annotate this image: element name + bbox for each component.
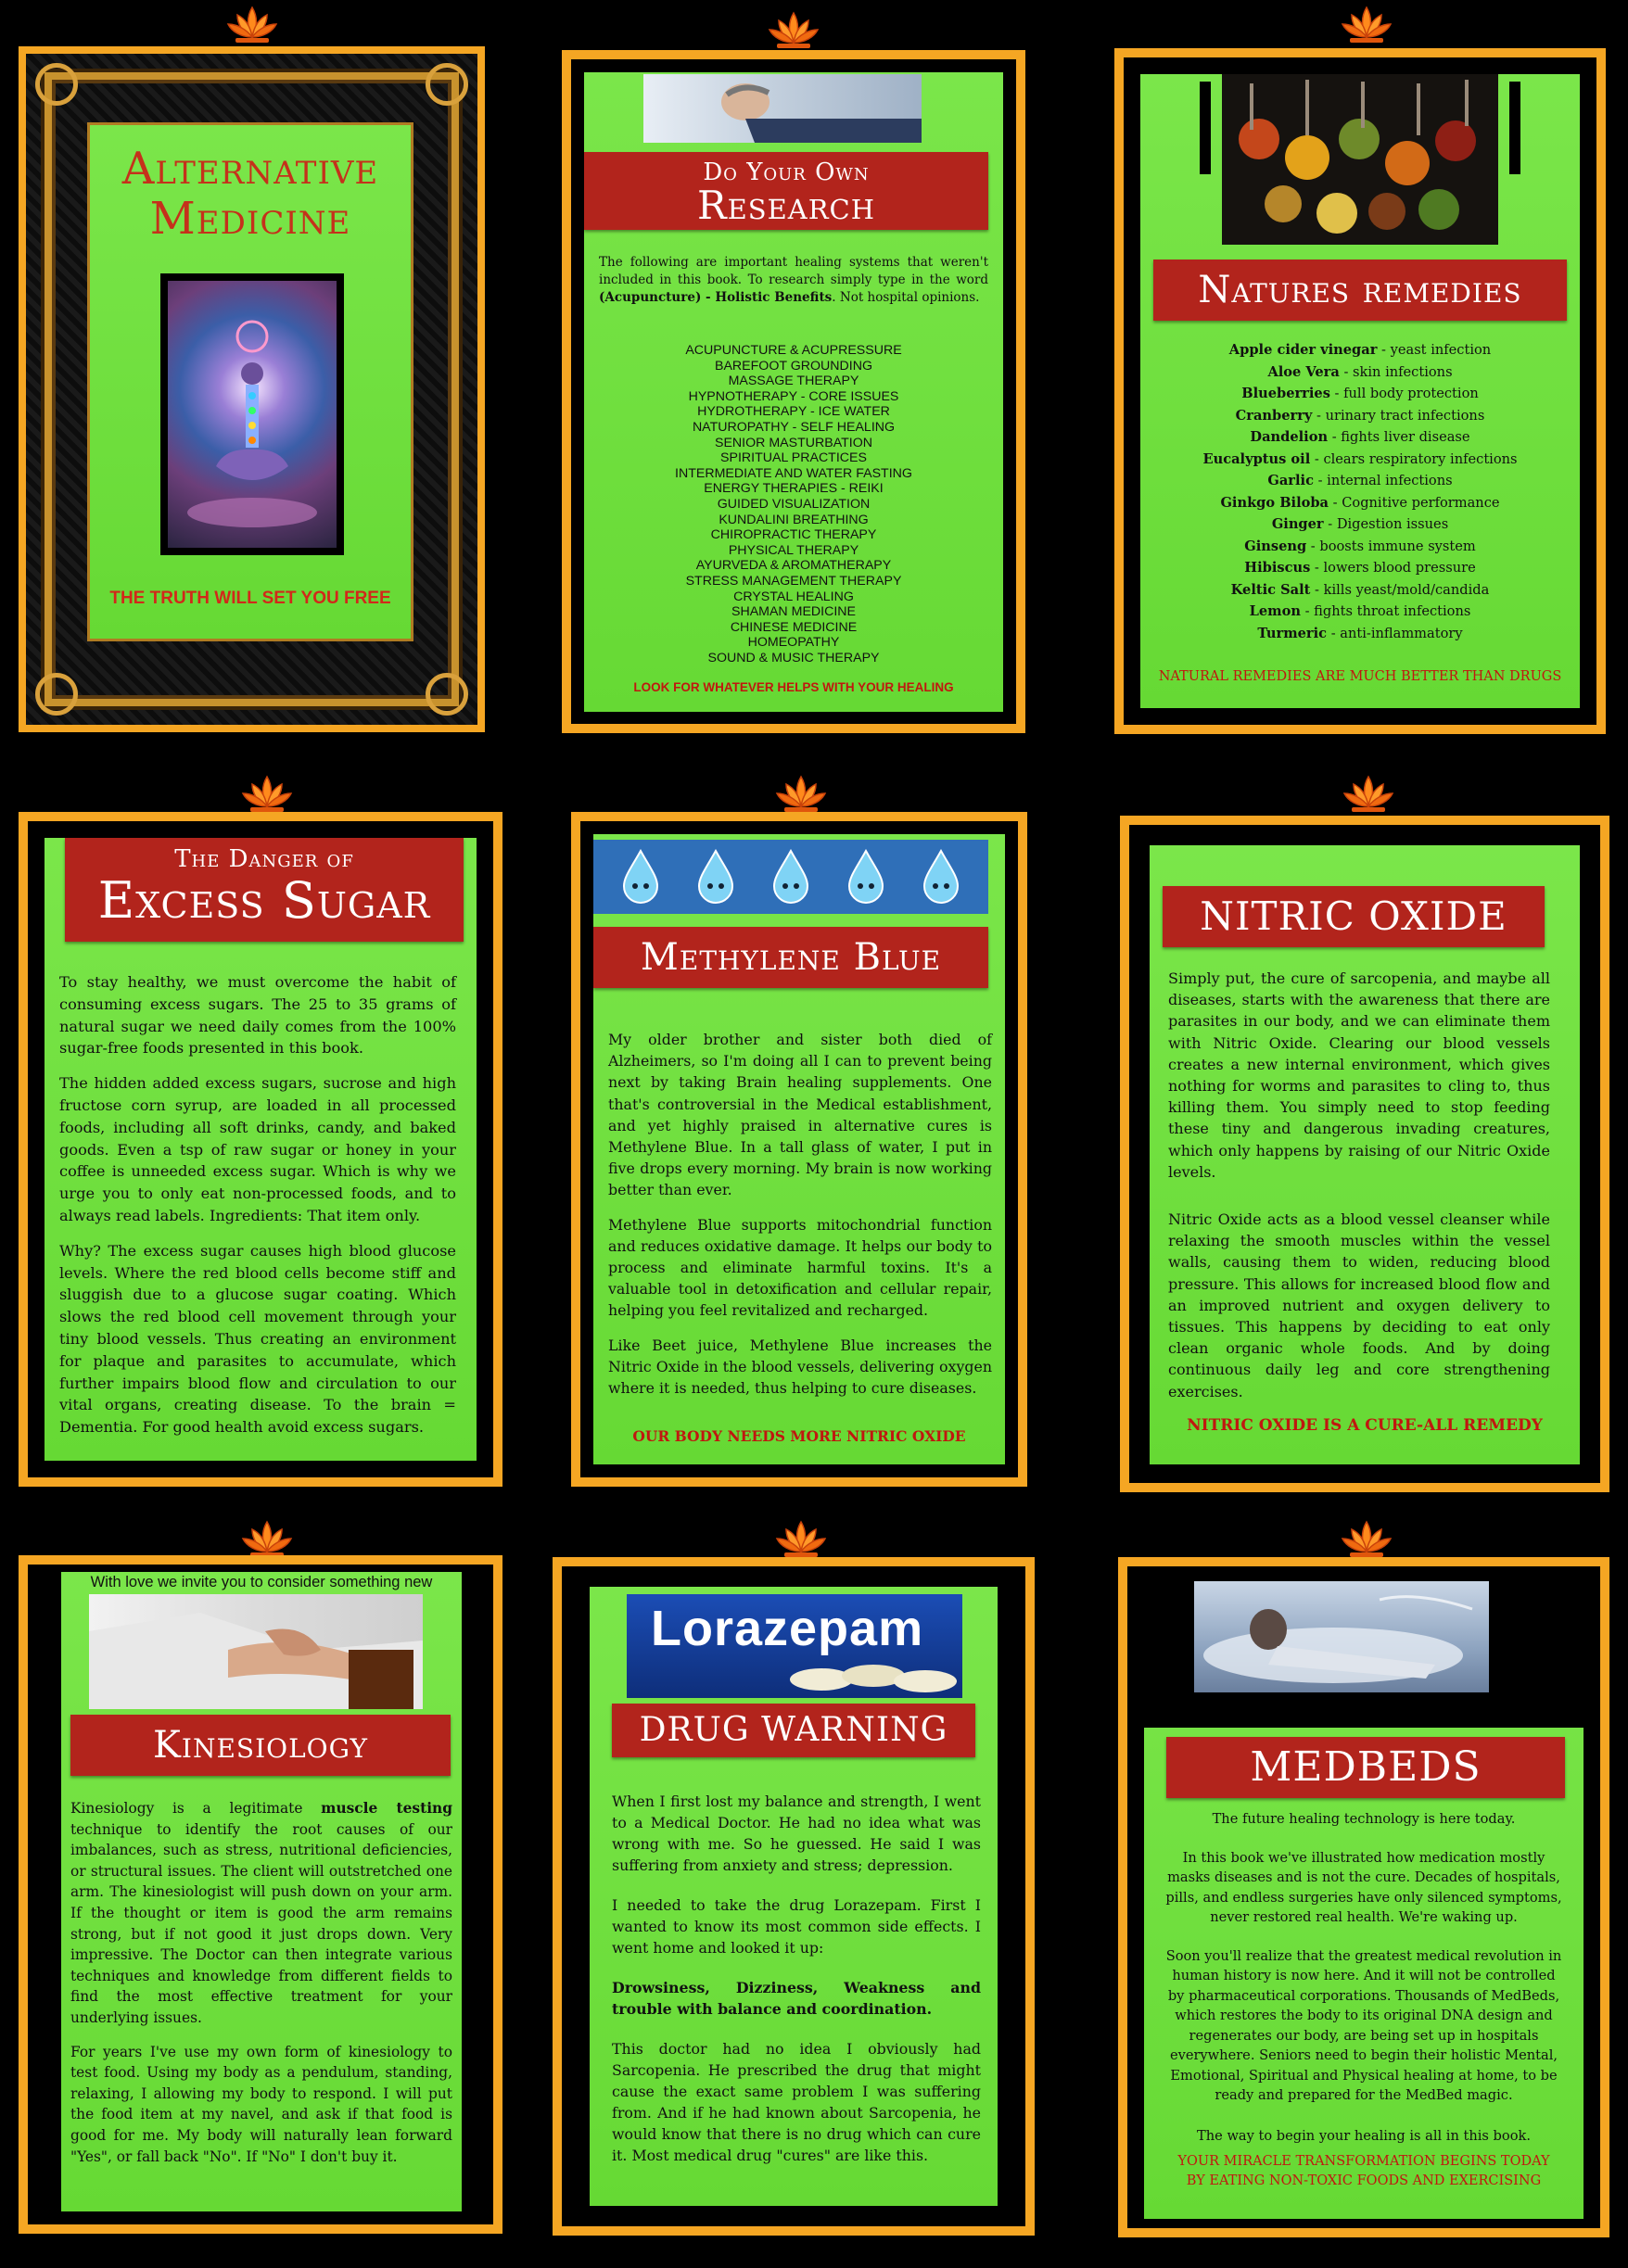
- list-item: HYDROTHERAPY - ICE WATER: [697, 404, 890, 420]
- paragraph: The hidden added excess sugars, sucrose and high fructose corn syrup, are loaded in all processed foods, including all soft drinks, candy, and baked goods. Even a tsp of raw sugar or honey in your coffee is unneeded excess sugar. Which is why we urge you to only eat non-processed foods, and to always read labels. Ingredients: That item only.: [59, 1074, 456, 1224]
- list-item: KUNDALINI BREATHING: [719, 512, 869, 527]
- list-item: CHINESE MEDICINE: [730, 619, 858, 635]
- water-drop-icon: [618, 849, 663, 905]
- list-item: MASSAGE THERAPY: [728, 374, 859, 389]
- spices-image: [1222, 74, 1498, 245]
- banner-title: Methylene Blue: [593, 927, 988, 988]
- paragraph: Soon you'll realize that the greatest medical revolution in human history is now here. And it will not be controlled by pharmaceutical corporations. Thousands of MedBeds, which restores the body to its original DNA design and regenerates our body, are being set up in hospitals everywhere. Seniors need to begin their holistic Mental, Emotional, Spiritual and Physical healing at home, to be ready and prepared for the MedBed magic.: [1165, 1947, 1562, 2103]
- paragraph: Kinesiology is a legitimate muscle testing technique to identify the root causes of our imbalances, such as stress, nutritional deficiencies, or structural issues. The client will outstretched one arm. The kinesiologist will push down on your arm. If the thought or item is good the arm remains strong, but if not good it just drops down. Very impressive. The Doctor can then integrate various techniques and knowledge from different fields to find the most effective treatment for your underlying issues.: [70, 1800, 452, 2026]
- medbed-image: [1194, 1581, 1489, 1692]
- ornament-icon: [426, 63, 468, 106]
- ornament-icon: [35, 63, 78, 106]
- card-frame: [1120, 816, 1609, 1492]
- list-item: HOMEOPATHY: [747, 635, 840, 651]
- card-frame: [1118, 1557, 1609, 2237]
- card-body: [59, 971, 456, 1451]
- ornament-icon: [426, 673, 468, 716]
- remedy-item: Blueberries - full body protection: [1241, 386, 1479, 401]
- card-tagline: NITRIC OXIDE IS A CURE-ALL REMEDY: [1187, 1416, 1543, 1435]
- cover-title: [90, 144, 411, 244]
- list-item: CHIROPRACTIC THERAPY: [710, 527, 877, 543]
- remedy-item: Eucalyptus oil - clears respiratory infections: [1202, 450, 1518, 467]
- card-frame: [19, 812, 502, 1487]
- banner-subtitle: The Danger of: [174, 845, 354, 873]
- tagline-line: BY EATING NON-TOXIC FOODS AND EXERCISING: [1186, 2173, 1542, 2188]
- list-item: GUIDED VISUALIZATION: [717, 496, 871, 512]
- paragraph: When I first lost my balance and strength, I went to a Medical Doctor. He had no idea what was wrong with me. So he guessed. He said I was suffering from anxiety and stress; depression.: [612, 1793, 981, 1874]
- lorazepam-image: [627, 1594, 962, 1698]
- banner: [584, 152, 988, 230]
- paragraph: This doctor had no idea I obviously had Sarcopenia. He prescribed the drug that might cause the exact same problem I was suffering from. And if he had known about Sarcopenia, he would know that there is no drug which can cure it. Most medical drug "cures" are like this.: [612, 2040, 981, 2164]
- paragraph: Why? The excess sugar causes high blood glucose levels. Where the red blood cells become stiff and sluggish due to a glucose sugar coating. Which slows the red blood cell movement through your tiny blood vessels. Thus creating an environment for plaque and parasites to accumulate, which further impairs blood flow and circulation to our vital organs, creating disease. To the brain = Dementia. For good health avoid excess sugars.: [59, 1241, 456, 1437]
- remedy-item: Lemon - fights throat infections: [1249, 603, 1471, 619]
- card-frame: [571, 812, 1027, 1487]
- decorative-bar: [1509, 82, 1520, 174]
- meditation-image: [160, 273, 344, 555]
- list-item: PHYSICAL THERAPY: [728, 542, 859, 558]
- banner-title: NITRIC OXIDE: [1163, 886, 1545, 947]
- card-tagline: NATURAL REMEDIES ARE MUCH BETTER THAN DRUGS: [1158, 669, 1562, 684]
- list-item: STRESS MANAGEMENT THERAPY: [685, 573, 902, 589]
- remedy-item: Aloe Vera - skin infections: [1267, 363, 1453, 380]
- water-drop-icon: [919, 849, 963, 905]
- patient-image: [643, 74, 922, 143]
- paragraph: My older brother and sister both died of Alzheimers, so I'm doing all I can to prevent being next by taking Brain healing supplements. One that's controversial in the Medical establishment, and yet highly praised in alternative cures is Methylene Blue. In a tall glass of water, I put in five drops every morning. My brain is now working better than ever.: [608, 1031, 992, 1199]
- paragraph: Methylene Blue supports mitochondrial function and reduces oxidative damage. It helps our body to process and eliminate harmful toxins. It's a valuable tool in detoxification and cellular repair, helping you feel revitalized and recharged.: [608, 1215, 992, 1320]
- card-frame: [19, 1555, 502, 2234]
- paragraph: For years I've use my own form of kinesiology to test food. Using my body as a pendulum, standing, relaxing, I allowing my body to respond. I will put the food item at my navel, and ask if that food is good for me. My body will naturally lean forward "Yes", or fall back "No". If "No" I don't buy it.: [70, 2043, 452, 2165]
- cover-tagline: THE TRUTH WILL SET YOU FREE: [109, 589, 391, 608]
- lotus-icon: [226, 6, 278, 44]
- card-panel: [1144, 1579, 1583, 2219]
- card-body: [608, 1029, 992, 1412]
- therapy-list: [584, 343, 1003, 665]
- card-body: [612, 1791, 981, 2179]
- banner-title: Kinesiology: [70, 1715, 451, 1776]
- banner-title: Natures remedies: [1153, 260, 1567, 321]
- remedy-item: Hibiscus - lowers blood pressure: [1244, 560, 1476, 576]
- lotus-icon: [241, 775, 293, 814]
- water-drop-icon: [769, 849, 813, 905]
- decorative-bar: [1200, 82, 1211, 174]
- banner: [65, 838, 464, 942]
- paragraph: I needed to take the drug Lorazepam. First I wanted to know its most common side effects. I went home and looked it up:: [612, 1896, 981, 1957]
- cover-title-line1: Alternative: [121, 143, 379, 195]
- card-frame: [1114, 48, 1606, 734]
- intro-end: . Not hospital opinions.: [832, 290, 980, 305]
- banner-title: DRUG WARNING: [612, 1704, 975, 1757]
- remedy-item: Apple cider vinegar - yeast infection: [1228, 342, 1492, 358]
- remedy-item: Cranberry - urinary tract infections: [1235, 407, 1485, 424]
- card-tagline: LOOK FOR WHATEVER HELPS WITH YOUR HEALING: [633, 680, 954, 694]
- paragraph: Simply put, the cure of sarcopenia, and maybe all diseases, starts with the awareness that there are parasites in our body, and we can eliminate them with Nitric Oxide. Clearing our blood vessels creates a new internal environment, which gives nothing for worms and parasites to cling to, thus killing them. You simply need to stop feeding these tiny and dangerous invading creatures, which only happens by raising of our Nitric Oxide levels.: [1168, 969, 1550, 1181]
- tagline-line: YOUR MIRACLE TRANSFORMATION BEGINS TODAY: [1177, 2154, 1550, 2169]
- card-body: [1168, 968, 1550, 1415]
- paragraph: Like Beet juice, Methylene Blue increases the Nitric Oxide in the blood vessels, delivering oxygen where it is needed, thus helping to cure diseases.: [608, 1336, 992, 1398]
- list-item: ENERGY THERAPIES - REIKI: [704, 481, 884, 497]
- muscle-test-image: [89, 1594, 423, 1709]
- meditating-figure-icon: [168, 281, 337, 548]
- card-tagline: OUR BODY NEEDS MORE NITRIC OXIDE: [632, 1427, 966, 1445]
- card-panel: [61, 1572, 462, 2211]
- remedy-item: Ginseng - boosts immune system: [1244, 538, 1476, 554]
- card-panel: [590, 1587, 998, 2206]
- cover-panel: [87, 122, 413, 641]
- list-item: SPIRITUAL PRACTICES: [720, 450, 867, 466]
- list-item: CRYSTAL HEALING: [733, 589, 854, 604]
- pills-icon: [784, 1652, 960, 1698]
- remedy-item: Dandelion - fights liver disease: [1250, 429, 1470, 445]
- remedy-item: Garlic - internal infections: [1267, 473, 1453, 488]
- paragraph: Drowsiness, Dizziness, Weakness and trouble with balance and coordination.: [612, 1979, 981, 2018]
- lotus-icon: [775, 775, 827, 814]
- card-panel: [584, 72, 1003, 712]
- paragraph: The way to begin your healing is all in this book.: [1197, 2127, 1531, 2144]
- cover-title-line2: Medicine: [149, 193, 351, 245]
- banner-title: Excess Sugar: [97, 871, 431, 930]
- paragraph: Nitric Oxide acts as a blood vessel cleanser while relaxing the smooth muscles within the vessel walls, causing them to widen, reducing blood pressure. This allows for increased blood flow and an improved nutrient and oxygen delivery to tissues. This happens by deciding to eat only clean organic whole foods. And by doing continuous daily leg and core strengthening exercises.: [1168, 1210, 1550, 1400]
- list-item: SHAMAN MEDICINE: [731, 604, 856, 620]
- card-panel: [45, 838, 477, 1461]
- paragraph: In this book we've illustrated how medication mostly masks diseases and is not the cure. Decades of hospitals, pills, and endless surgeries have only silenced symptoms, never restored real health. We're waking up.: [1165, 1849, 1562, 1925]
- list-item: BAREFOOT GROUNDING: [714, 358, 872, 374]
- spices-photo: [1222, 74, 1498, 245]
- remedies-list: [1140, 339, 1580, 644]
- water-drop-icon: [844, 849, 888, 905]
- ornament-icon: [35, 673, 78, 716]
- intro-plain: The following are important healing systems that weren't included in this book. To research simply type in the word: [599, 255, 988, 287]
- card-tagline: [1144, 2152, 1583, 2191]
- card-panel: [1150, 845, 1580, 1464]
- remedy-item: Turmeric - anti-inflammatory: [1257, 625, 1463, 641]
- card-frame: [553, 1557, 1035, 2236]
- invitation-text: With love we invite you to consider something new: [90, 1574, 433, 1590]
- lorazepam-title: Lorazepam: [651, 1601, 924, 1656]
- card-body: [1164, 1809, 1563, 2146]
- paragraph: The future healing technology is here today.: [1212, 1811, 1516, 1827]
- lotus-icon: [1341, 1520, 1393, 1559]
- card-frame: [562, 50, 1025, 733]
- banner-subtitle: Do Your Own: [703, 158, 870, 186]
- kinesiology-photo: [89, 1594, 423, 1709]
- list-item: HYPNOTHERAPY - CORE ISSUES: [688, 388, 899, 404]
- lotus-icon: [775, 1520, 827, 1559]
- list-item: AYURVEDA & AROMATHERAPY: [695, 558, 892, 574]
- paragraph: To stay healthy, we must overcome the habit of consuming excess sugars. The 25 to 35 grams of natural sugar we need daily comes from the 100% sugar-free foods presented in this book.: [59, 973, 456, 1058]
- card-panel: [593, 834, 1005, 1464]
- card-panel: [1140, 74, 1580, 708]
- banner-title: Research: [696, 183, 876, 228]
- lotus-icon: [1342, 775, 1394, 814]
- list-item: INTERMEDIATE AND WATER FASTING: [675, 465, 912, 481]
- remedy-item: Ginger - Digestion issues: [1271, 516, 1449, 532]
- lotus-icon: [768, 11, 820, 50]
- lotus-icon: [241, 1520, 293, 1559]
- lotus-icon: [1341, 6, 1393, 44]
- banner-title: MEDBEDS: [1166, 1737, 1565, 1798]
- list-item: SENIOR MASTURBATION: [715, 435, 872, 450]
- patient-photo: [643, 74, 922, 143]
- card-body: [70, 1798, 452, 2180]
- list-item: ACUPUNCTURE & ACUPRESSURE: [685, 343, 902, 358]
- medbed-photo: [1194, 1581, 1489, 1692]
- water-drops-strip: [593, 840, 988, 914]
- list-item: NATUROPATHY - SELF HEALING: [692, 419, 896, 435]
- remedy-item: Ginkgo Biloba - Cognitive performance: [1220, 494, 1500, 511]
- remedy-item: Keltic Salt - kills yeast/mold/candida: [1230, 581, 1490, 598]
- intro-bold: (Acupuncture) - Holistic Benefits: [599, 290, 833, 305]
- card-frame: [19, 46, 485, 732]
- water-drop-icon: [693, 849, 738, 905]
- list-item: SOUND & MUSIC THERAPY: [707, 650, 880, 665]
- intro-text: [599, 254, 988, 307]
